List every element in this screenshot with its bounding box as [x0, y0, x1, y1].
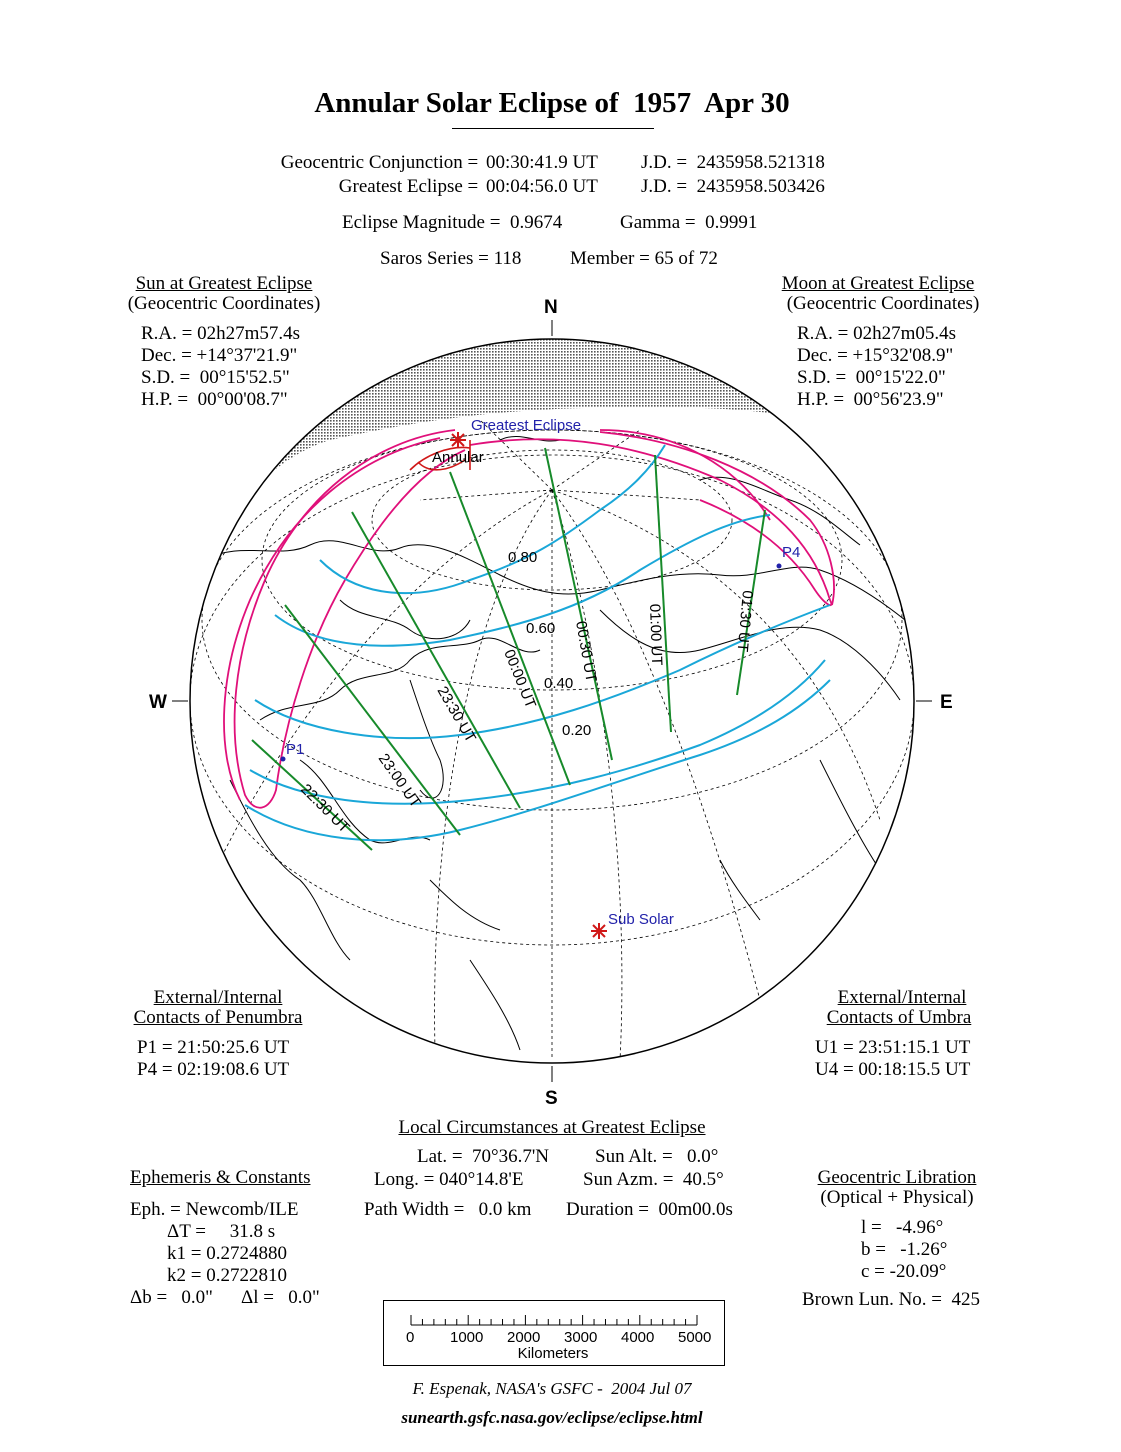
local-duration: Duration = 00m00.0s	[566, 1199, 733, 1220]
annular-label: Annular	[432, 449, 484, 466]
umbra-subheading: Contacts of Umbra	[826, 1007, 972, 1028]
scale-tick-3000: 3000	[564, 1329, 598, 1346]
greatest-eclipse-label: Greatest Eclipse	[471, 417, 582, 434]
greatest-eclipse-jd: J.D. = 2435958.503426	[641, 176, 825, 197]
saros-series: Saros Series = 118	[380, 248, 522, 269]
p1-point	[281, 757, 286, 762]
sub-solar-marker	[591, 923, 607, 939]
time-0000-label: 00:00 UT	[500, 647, 540, 711]
compass-north: N	[544, 297, 558, 318]
moon-hp: H.P. = 00°56'23.9"	[797, 389, 944, 410]
time-0030-label: 00:30 UT	[572, 619, 600, 684]
time-0100-label: 01:00 UT	[646, 603, 666, 666]
penumbra-heading: External/Internal	[153, 987, 283, 1008]
time-0130-label: 01:30 UT	[733, 589, 756, 653]
moon-subheading: (Geocentric Coordinates)	[786, 293, 980, 314]
sun-subheading: (Geocentric Coordinates)	[127, 293, 321, 314]
scale-tick-5000: 5000	[678, 1329, 712, 1346]
local-lat: Lat. = 70°36.7'N	[417, 1146, 550, 1167]
libration-b: b = -1.26°	[861, 1239, 948, 1260]
greatest-eclipse-time: 00:04:56.0 UT	[486, 176, 598, 197]
footer-credit: F. Espenak, NASA's GSFC - 2004 Jul 07	[412, 1379, 692, 1398]
ephemeris-heading: Ephemeris & Constants	[130, 1167, 311, 1188]
ephemeris-k2: k2 = 0.2722810	[167, 1265, 287, 1286]
mag-060-label: 0.60	[526, 620, 556, 637]
time-lines	[252, 448, 765, 850]
footer-url: sunearth.gsfc.nasa.gov/eclipse/eclipse.html	[401, 1408, 703, 1427]
ephemeris-eph: Eph. = Newcomb/ILE	[130, 1199, 299, 1220]
sub-solar-label: Sub Solar	[608, 911, 674, 928]
p1-contact: P1 = 21:50:25.6 UT	[137, 1037, 290, 1058]
sun-hp: H.P. = 00°00'08.7"	[141, 389, 288, 410]
p1-label: P1	[286, 741, 305, 758]
moon-sd: S.D. = 00°15'22.0"	[797, 367, 946, 388]
umbra-heading: External/Internal	[837, 987, 967, 1008]
mag-040-label: 0.40	[544, 675, 574, 692]
scale-tick-4000: 4000	[621, 1329, 655, 1346]
moon-dec: Dec. = +15°32'08.9"	[797, 345, 954, 366]
sun-heading: Sun at Greatest Eclipse	[135, 273, 313, 294]
u1-contact: U1 = 23:51:15.1 UT	[815, 1037, 971, 1058]
libration-subheading: (Optical + Physical)	[820, 1187, 974, 1208]
scale-unit: Kilometers	[517, 1345, 589, 1362]
time-2330-label: 23:30 UT	[433, 683, 480, 746]
penumbra-subheading: Contacts of Penumbra	[133, 1007, 303, 1028]
ephemeris-delta-t: ΔT = 31.8 s	[167, 1221, 276, 1242]
conjunction-jd: J.D. = 2435958.521318	[641, 152, 825, 173]
moon-ra: R.A. = 02h27m05.4s	[797, 323, 957, 344]
local-sun-alt: Sun Alt. = 0.0°	[595, 1146, 719, 1167]
ephemeris-delta-l: Δl = 0.0"	[241, 1287, 320, 1308]
local-sun-azm: Sun Azm. = 40.5°	[583, 1169, 724, 1190]
moon-heading: Moon at Greatest Eclipse	[781, 273, 975, 294]
conjunction-time: 00:30:41.9 UT	[486, 152, 598, 173]
local-heading: Local Circumstances at Greatest Eclipse	[398, 1117, 706, 1138]
local-path-width: Path Width = 0.0 km	[364, 1199, 532, 1220]
sun-sd: S.D. = 00°15'52.5"	[141, 367, 290, 388]
p4-label: P4	[782, 544, 801, 561]
brown-lunation-number: Brown Lun. No. = 425	[802, 1289, 981, 1310]
sun-dec: Dec. = +14°37'21.9"	[141, 345, 298, 366]
u4-contact: U4 = 00:18:15.5 UT	[815, 1059, 971, 1080]
compass-west: W	[149, 692, 167, 713]
ephemeris-k1: k1 = 0.2724880	[167, 1243, 287, 1264]
ephemeris-delta-b: Δb = 0.0"	[130, 1287, 213, 1308]
p4-contact: P4 = 02:19:08.6 UT	[137, 1059, 290, 1080]
time-2300-label: 23:00 UT	[374, 750, 425, 811]
local-long: Long. = 040°14.8'E	[374, 1169, 524, 1190]
page-title: Annular Solar Eclipse of 1957 Apr 30	[314, 87, 790, 119]
libration-heading: Geocentric Libration	[817, 1167, 977, 1188]
compass-south: S	[545, 1088, 558, 1109]
scale-tick-0: 0	[406, 1329, 415, 1346]
scale-tick-2000: 2000	[507, 1329, 541, 1346]
mag-080-label: 0.80	[508, 549, 538, 566]
libration-l: l = -4.96°	[861, 1217, 944, 1238]
gamma: Gamma = 0.9991	[620, 212, 758, 233]
libration-c: c = -20.09°	[861, 1261, 947, 1282]
compass-east: E	[940, 692, 953, 713]
saros-member: Member = 65 of 72	[570, 248, 718, 269]
mag-020-label: 0.20	[562, 722, 592, 739]
time-2230-label: 22:30 UT	[297, 780, 353, 837]
eclipse-magnitude: Eclipse Magnitude = 0.9674	[342, 212, 563, 233]
map-labels	[286, 417, 800, 928]
greatest-eclipse-label: Greatest Eclipse =	[338, 176, 483, 197]
scale-tick-1000: 1000	[450, 1329, 484, 1346]
p4-point	[777, 564, 782, 569]
conjunction-label: Geocentric Conjunction =	[280, 152, 483, 173]
greatest-eclipse-marker	[450, 432, 466, 448]
sun-ra: R.A. = 02h27m57.4s	[141, 323, 301, 344]
